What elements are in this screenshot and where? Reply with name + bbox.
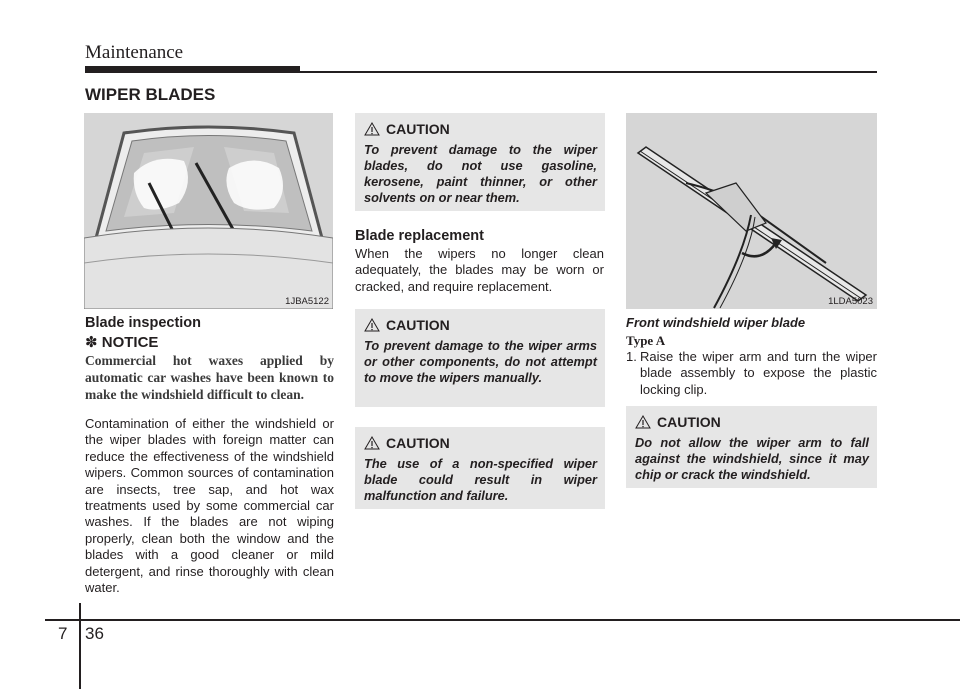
caution-header	[364, 317, 597, 333]
notice-heading	[85, 333, 158, 351]
warning-triangle-icon	[364, 318, 380, 332]
blade-replacement-title: Blade replacement	[355, 228, 484, 244]
chapter-number: 7	[58, 624, 68, 643]
notice-star-icon: ✽	[85, 334, 98, 351]
caution-label: CAUTION	[386, 435, 450, 451]
caution-header	[364, 121, 597, 137]
blade-replacement-heading	[355, 228, 484, 244]
caution-box-non-specified	[355, 427, 605, 509]
notice-label: NOTICE	[101, 334, 159, 351]
wiper-image	[626, 113, 877, 309]
caution-box-wiper-arms	[355, 309, 605, 407]
type-label: Type A	[626, 333, 666, 348]
caution-text: To prevent damage to the wiper blades, do not use gasoline, kerosene, paint thinner, or other solvents on or near them.	[364, 142, 597, 205]
caution-label: CAUTION	[386, 121, 450, 137]
wiper-illustration	[626, 113, 877, 309]
step-number: 1.	[626, 349, 637, 364]
caution-box-solvents	[355, 113, 605, 211]
page-number: 36	[85, 624, 104, 643]
blade-inspection-heading	[85, 315, 201, 331]
blade-inspection-title: Blade inspection	[85, 315, 202, 331]
step-1	[626, 349, 877, 398]
caution-header	[364, 435, 597, 451]
section-title: WIPER BLADES	[85, 85, 216, 104]
windshield-illustration	[84, 113, 333, 309]
footer-divider	[79, 603, 81, 689]
warning-triangle-icon	[635, 415, 651, 429]
caution-text: To prevent damage to the wiper arms or other components, do not attempt to move the wipers manually.	[364, 338, 597, 385]
header-title: Maintenance	[85, 42, 184, 63]
step-text: Raise the wiper arm and turn the wiper blade assembly to expose the plastic locking clip.	[640, 349, 877, 397]
notice-text: Commercial hot waxes applied by automatic car washes have been known to make the windshield difficult to clean.	[85, 353, 334, 402]
caution-text: The use of a non-specified wiper blade could result in wiper malfunction and failure.	[364, 456, 597, 503]
header-rule	[300, 71, 877, 73]
caution-header	[635, 414, 869, 430]
blade-inspection-body: Contamination of either the windshield or the wiper blades with foreign matter can reduce the effectiveness of the windshield wipers. Common sources of contamination are insects, tree sap, and hot wax treatments used by some commercial car washes. If the blades are not wiping properly, clean both the window and the blades with a good cleaner or mild detergent, and rinse thoroughly with clean water.	[85, 416, 334, 596]
footer-rule	[45, 619, 960, 621]
header-bar	[85, 66, 300, 73]
caution-text: Do not allow the wiper arm to fall against the windshield, since it may chip or crack the windshield.	[635, 435, 869, 482]
caution-label: CAUTION	[386, 317, 450, 333]
caution-label: CAUTION	[657, 414, 721, 430]
warning-triangle-icon	[364, 436, 380, 450]
caution-box-arm-fall	[626, 406, 877, 488]
blade-replacement-body: When the wipers no longer clean adequately, the blades may be worn or cracked, and require replacement.	[355, 246, 604, 294]
warning-triangle-icon	[364, 122, 380, 136]
windshield-image	[84, 113, 333, 309]
image-code-label: 1LDA5023	[828, 296, 873, 307]
wiper-caption: Front windshield wiper blade	[626, 315, 806, 330]
image-code-label: 1JBA5122	[285, 296, 329, 307]
